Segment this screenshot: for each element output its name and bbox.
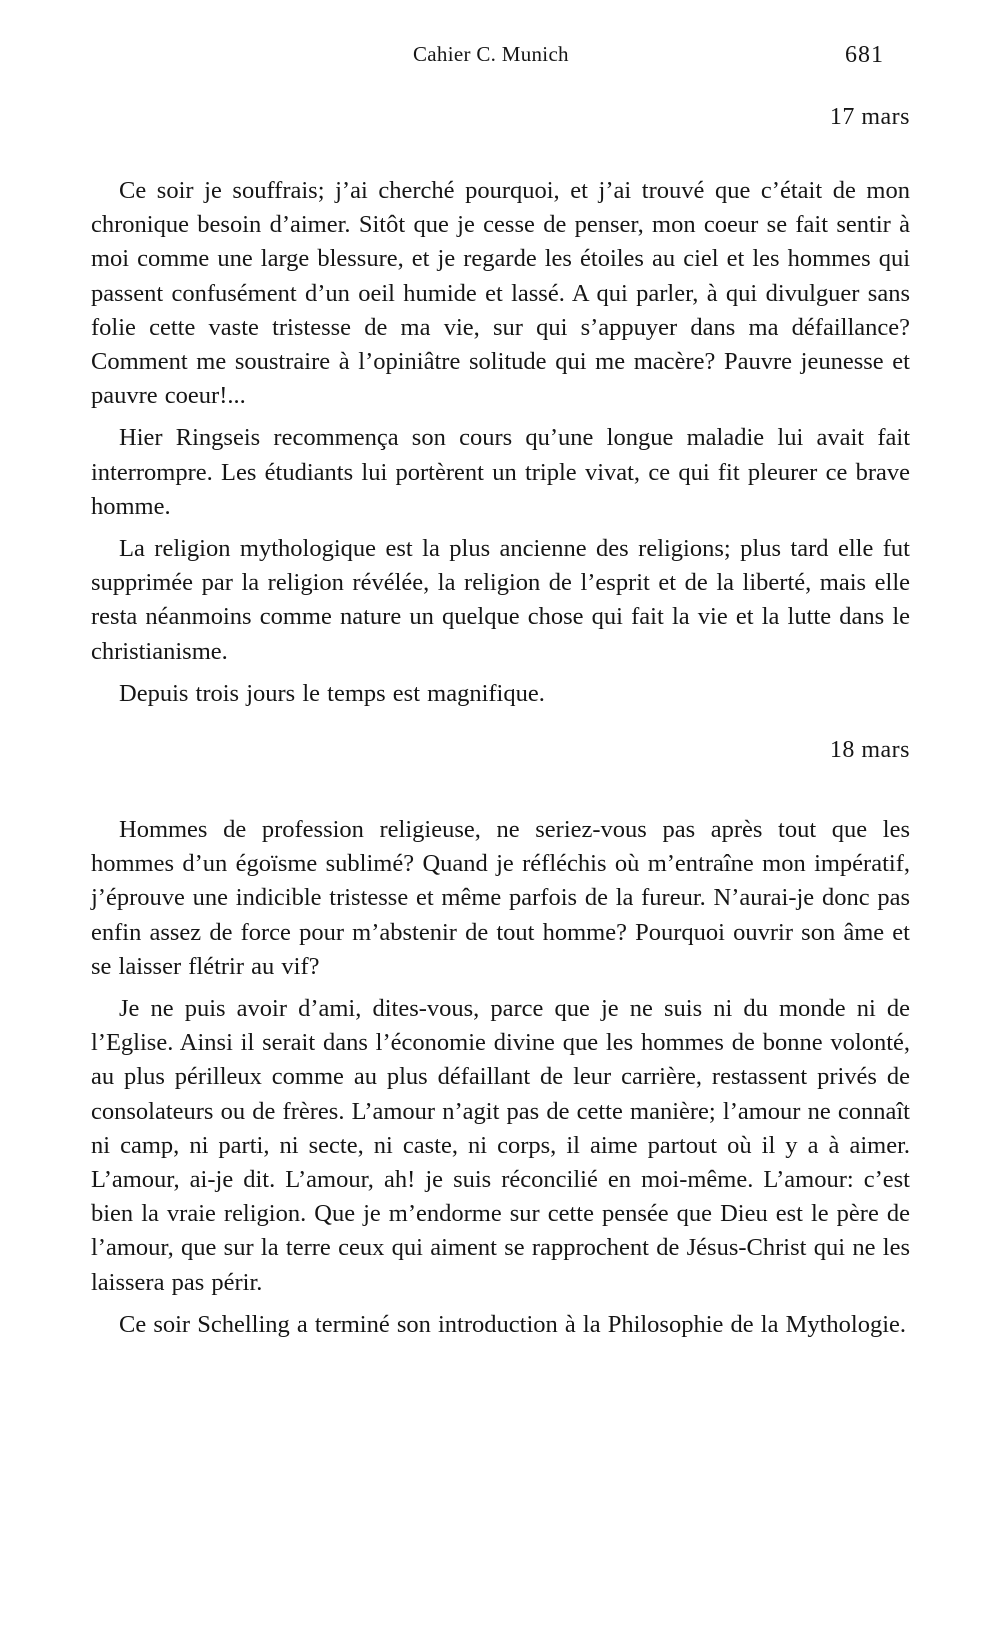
page-number: 681 [845, 42, 884, 68]
paragraph: Hier Ringseis recommença son cours qu’une longue maladie lui avait fait interrompre. Les étudiants lui portèrent un triple vivat, ce qui fit pleurer ce brave homme. [91, 424, 910, 520]
running-head [0, 42, 1000, 76]
paragraph: Je ne puis avoir d’ami, dites-vous, parce que je ne suis ni du monde ni de l’Eglise. Ainsi il serait dans l’économie divine que les hommes de bonne volonté, au plus périlleux comme au plus défaillant de leur carrière, restassent privés de consolateurs ou de frères. L’amour n’agit pas de cette manière; l’amour ne connaît ni camp, ni parti, ni secte, ni caste, ni corps, il aime partout où il y a à aimer. L’amour, ai-je dit. L’amour, ah! je suis réconcilié en moi-même. L’amour: c’est bien la vraie religion. Que je m’endorme sur cette pensée que Dieu est le père de l’amour, que sur la terre ceux qui aiment se rapprochent de Jésus-Christ qui ne les laissera pas périr. [91, 995, 910, 1296]
entry-date-18-mars: 18 mars [829, 737, 910, 763]
entry-date-17-mars: 17 mars [829, 104, 910, 130]
entry-18-mars-body [91, 813, 910, 1350]
entry-17-mars-body [91, 174, 910, 719]
paragraph: La religion mythologique est la plus ancienne des religions; plus tard elle fut supprimée par la religion révélée, la religion de l’esprit et de la liberté, mais elle resta néanmoins comme nature un quelque chose qui fait la vie et la lutte dans le christianisme. [91, 535, 910, 665]
paragraph: Ce soir je souffrais; j’ai cherché pourquoi, et j’ai trouvé que c’était de mon chronique besoin d’aimer. Sitôt que je cesse de penser, mon coeur se fait sentir à moi comme une large blessure, et je regarde les étoiles au ciel et les hommes qui passent confusément d’un oeil humide et lassé. A qui parler, à qui divulguer sans folie cette vaste tristesse de ma vie, sur qui s’appuyer dans ma défaillance? Comment me soustraire à l’opiniâtre solitude qui me macère? Pauvre jeunesse et pauvre coeur!... [91, 177, 910, 410]
paragraph: Hommes de profession religieuse, ne seriez-vous pas après tout que les hommes d’un égoïsme sublimé? Quand je réfléchis où m’entraîne mon impératif, j’éprouve une indicible tristesse et même parfois de la fureur. N’aurai-je donc pas enfin assez de force pour m’abstenir de tout homme? Pourquoi ouvrir son âme et se laisser flétrir au vif? [91, 816, 910, 980]
paragraph: Ce soir Schelling a terminé son introduction à la Philosophie de la Mythologie. [119, 1310, 907, 1338]
running-title: Cahier C. Munich [413, 42, 569, 66]
paragraph: Depuis trois jours le temps est magnifique. [119, 679, 545, 707]
